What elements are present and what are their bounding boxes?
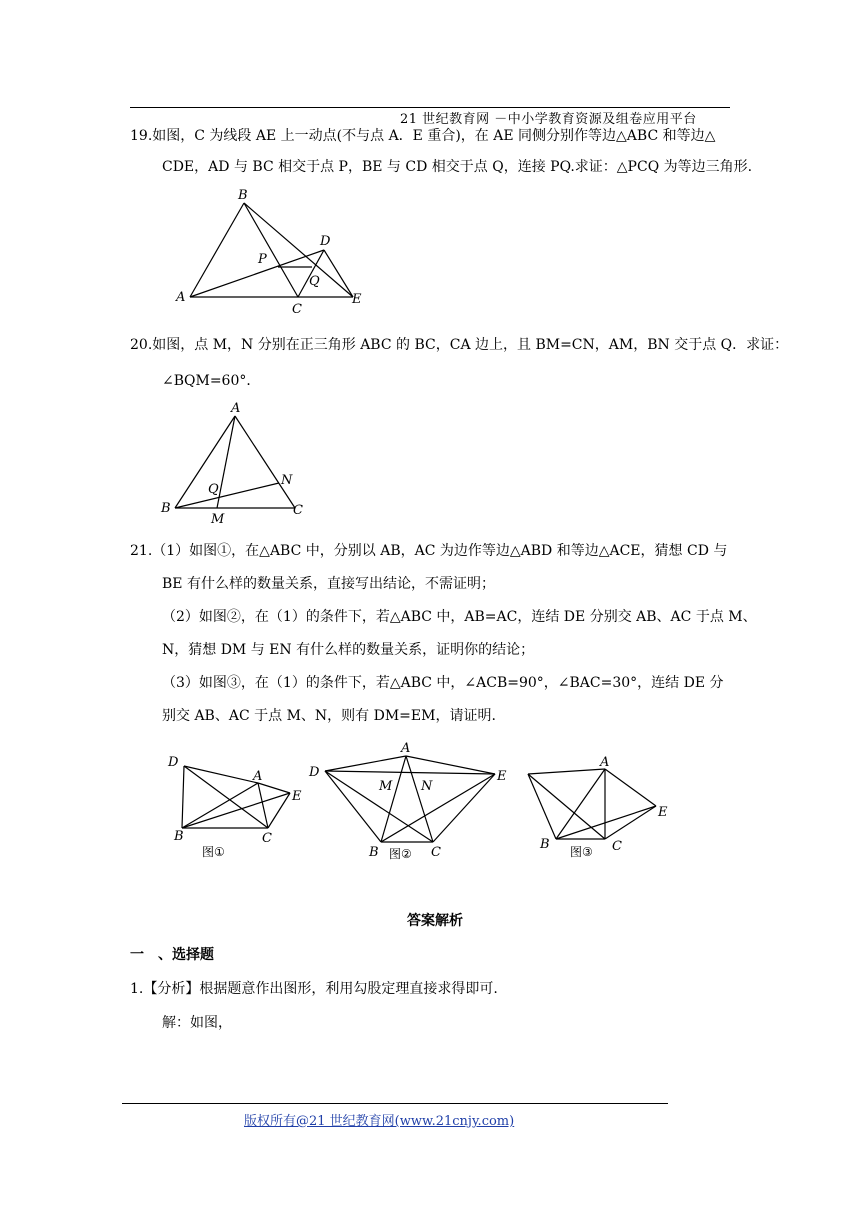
problem-20-line-2: ∠BQM=60°． <box>162 373 261 389</box>
fig19-label-a: A <box>176 290 186 305</box>
problem-21-line-5: （3）如图③，在（1）的条件下，若△ABC 中，∠ACB=90°，∠BAC=30°，连结 DE 分 <box>162 675 724 691</box>
fig21-1-label-c: C <box>262 831 272 846</box>
problem-21-line-3: （2）如图②，在（1）的条件下，若△ABC 中，AB=AC，连结 DE 分别交 AB、AC 于点 M、 <box>162 609 757 625</box>
fig21-1-label-a: A <box>253 769 263 784</box>
fig21-3-caption: 图③ <box>570 845 593 859</box>
fig19-label-c: C <box>292 302 302 317</box>
problem-21-line-4: N，猜想 DM 与 EN 有什么样的数量关系，证明你的结论； <box>162 642 535 658</box>
fig20-label-c: C <box>293 503 303 518</box>
footer-rule <box>122 1103 668 1104</box>
fig21-2-label-e: E <box>497 769 507 784</box>
fig21-2-label-m: M <box>379 779 393 794</box>
fig21-2-label-d: D <box>309 765 320 780</box>
fig21-3-label-a: A <box>600 755 610 770</box>
fig19-label-d: D <box>320 234 331 249</box>
answer-item-1: 1.【分析】根据题意作出图形，利用勾股定理直接求得即可. <box>130 981 498 997</box>
fig20-label-n: N <box>281 473 293 488</box>
fig21-3-label-e: E <box>658 805 668 820</box>
problem-21-line-6: 别交 AB、AC 于点 M、N，则有 DM=EM，请证明. <box>162 708 496 724</box>
problem-20-line-1: 20.如图，点 M，N 分别在正三角形 ABC 的 BC，CA 边上，且 BM=CN，AM，BN 交于点 Q．求证： <box>130 337 789 353</box>
fig21-2-caption: 图② <box>389 847 412 861</box>
problem-19-line-2: CDE，AD 与 BC 相交于点 P，BE 与 CD 相交于点 Q，连接 PQ.求证：△PCQ 为等边三角形. <box>162 159 753 175</box>
figure-19 <box>170 185 380 320</box>
fig20-label-m: M <box>211 512 225 527</box>
fig21-1-label-d: D <box>168 755 179 770</box>
figure-20 <box>155 398 315 528</box>
problem-19-line-1: 19.如图，C 为线段 AE 上一动点(不与点 A．E 重合)，在 AE 同侧分别作等边△ABC 和等边△ <box>130 128 716 144</box>
fig20-label-b: B <box>161 501 171 516</box>
fig19-label-e: E <box>352 292 362 307</box>
figure-21-1 <box>162 748 312 863</box>
fig19-label-q: Q <box>309 274 320 289</box>
fig20-label-q: Q <box>208 482 219 497</box>
fig21-2-label-c: C <box>431 845 441 860</box>
fig21-3-label-c: C <box>612 839 622 854</box>
fig21-2-label-a: A <box>401 741 411 756</box>
answers-section-heading: 一 、选择题 <box>130 947 214 963</box>
fig19-label-p: P <box>258 252 267 267</box>
answers-title: 答案解析 <box>407 913 463 929</box>
figure-21-2 <box>305 738 517 863</box>
footer-copyright-link[interactable]: 版权所有@21 世纪教育网(www.21cnjy.com) <box>244 1114 515 1129</box>
fig19-label-b: B <box>238 188 248 203</box>
problem-21-line-2: BE 有什么样的数量关系，直接写出结论，不需证明； <box>162 576 495 592</box>
fig21-2-label-n: N <box>421 779 433 794</box>
problem-21-line-1: 21.（1）如图①，在△ABC 中，分别以 AB，AC 为边作等边△ABD 和等边△ACE，猜想 CD 与 <box>130 543 728 559</box>
figure-21-3 <box>510 748 680 863</box>
fig21-2-label-b: B <box>369 845 379 860</box>
fig21-1-label-b: B <box>174 829 184 844</box>
header-site-text: 21 世纪教育网 －中小学教育资源及组卷应用平台 <box>400 112 697 127</box>
answer-item-1-solution: 解：如图， <box>162 1015 232 1031</box>
fig21-1-caption: 图① <box>202 845 225 859</box>
fig21-3-label-b: B <box>540 837 550 852</box>
fig21-1-label-e: E <box>292 789 302 804</box>
fig20-label-a: A <box>231 401 241 416</box>
